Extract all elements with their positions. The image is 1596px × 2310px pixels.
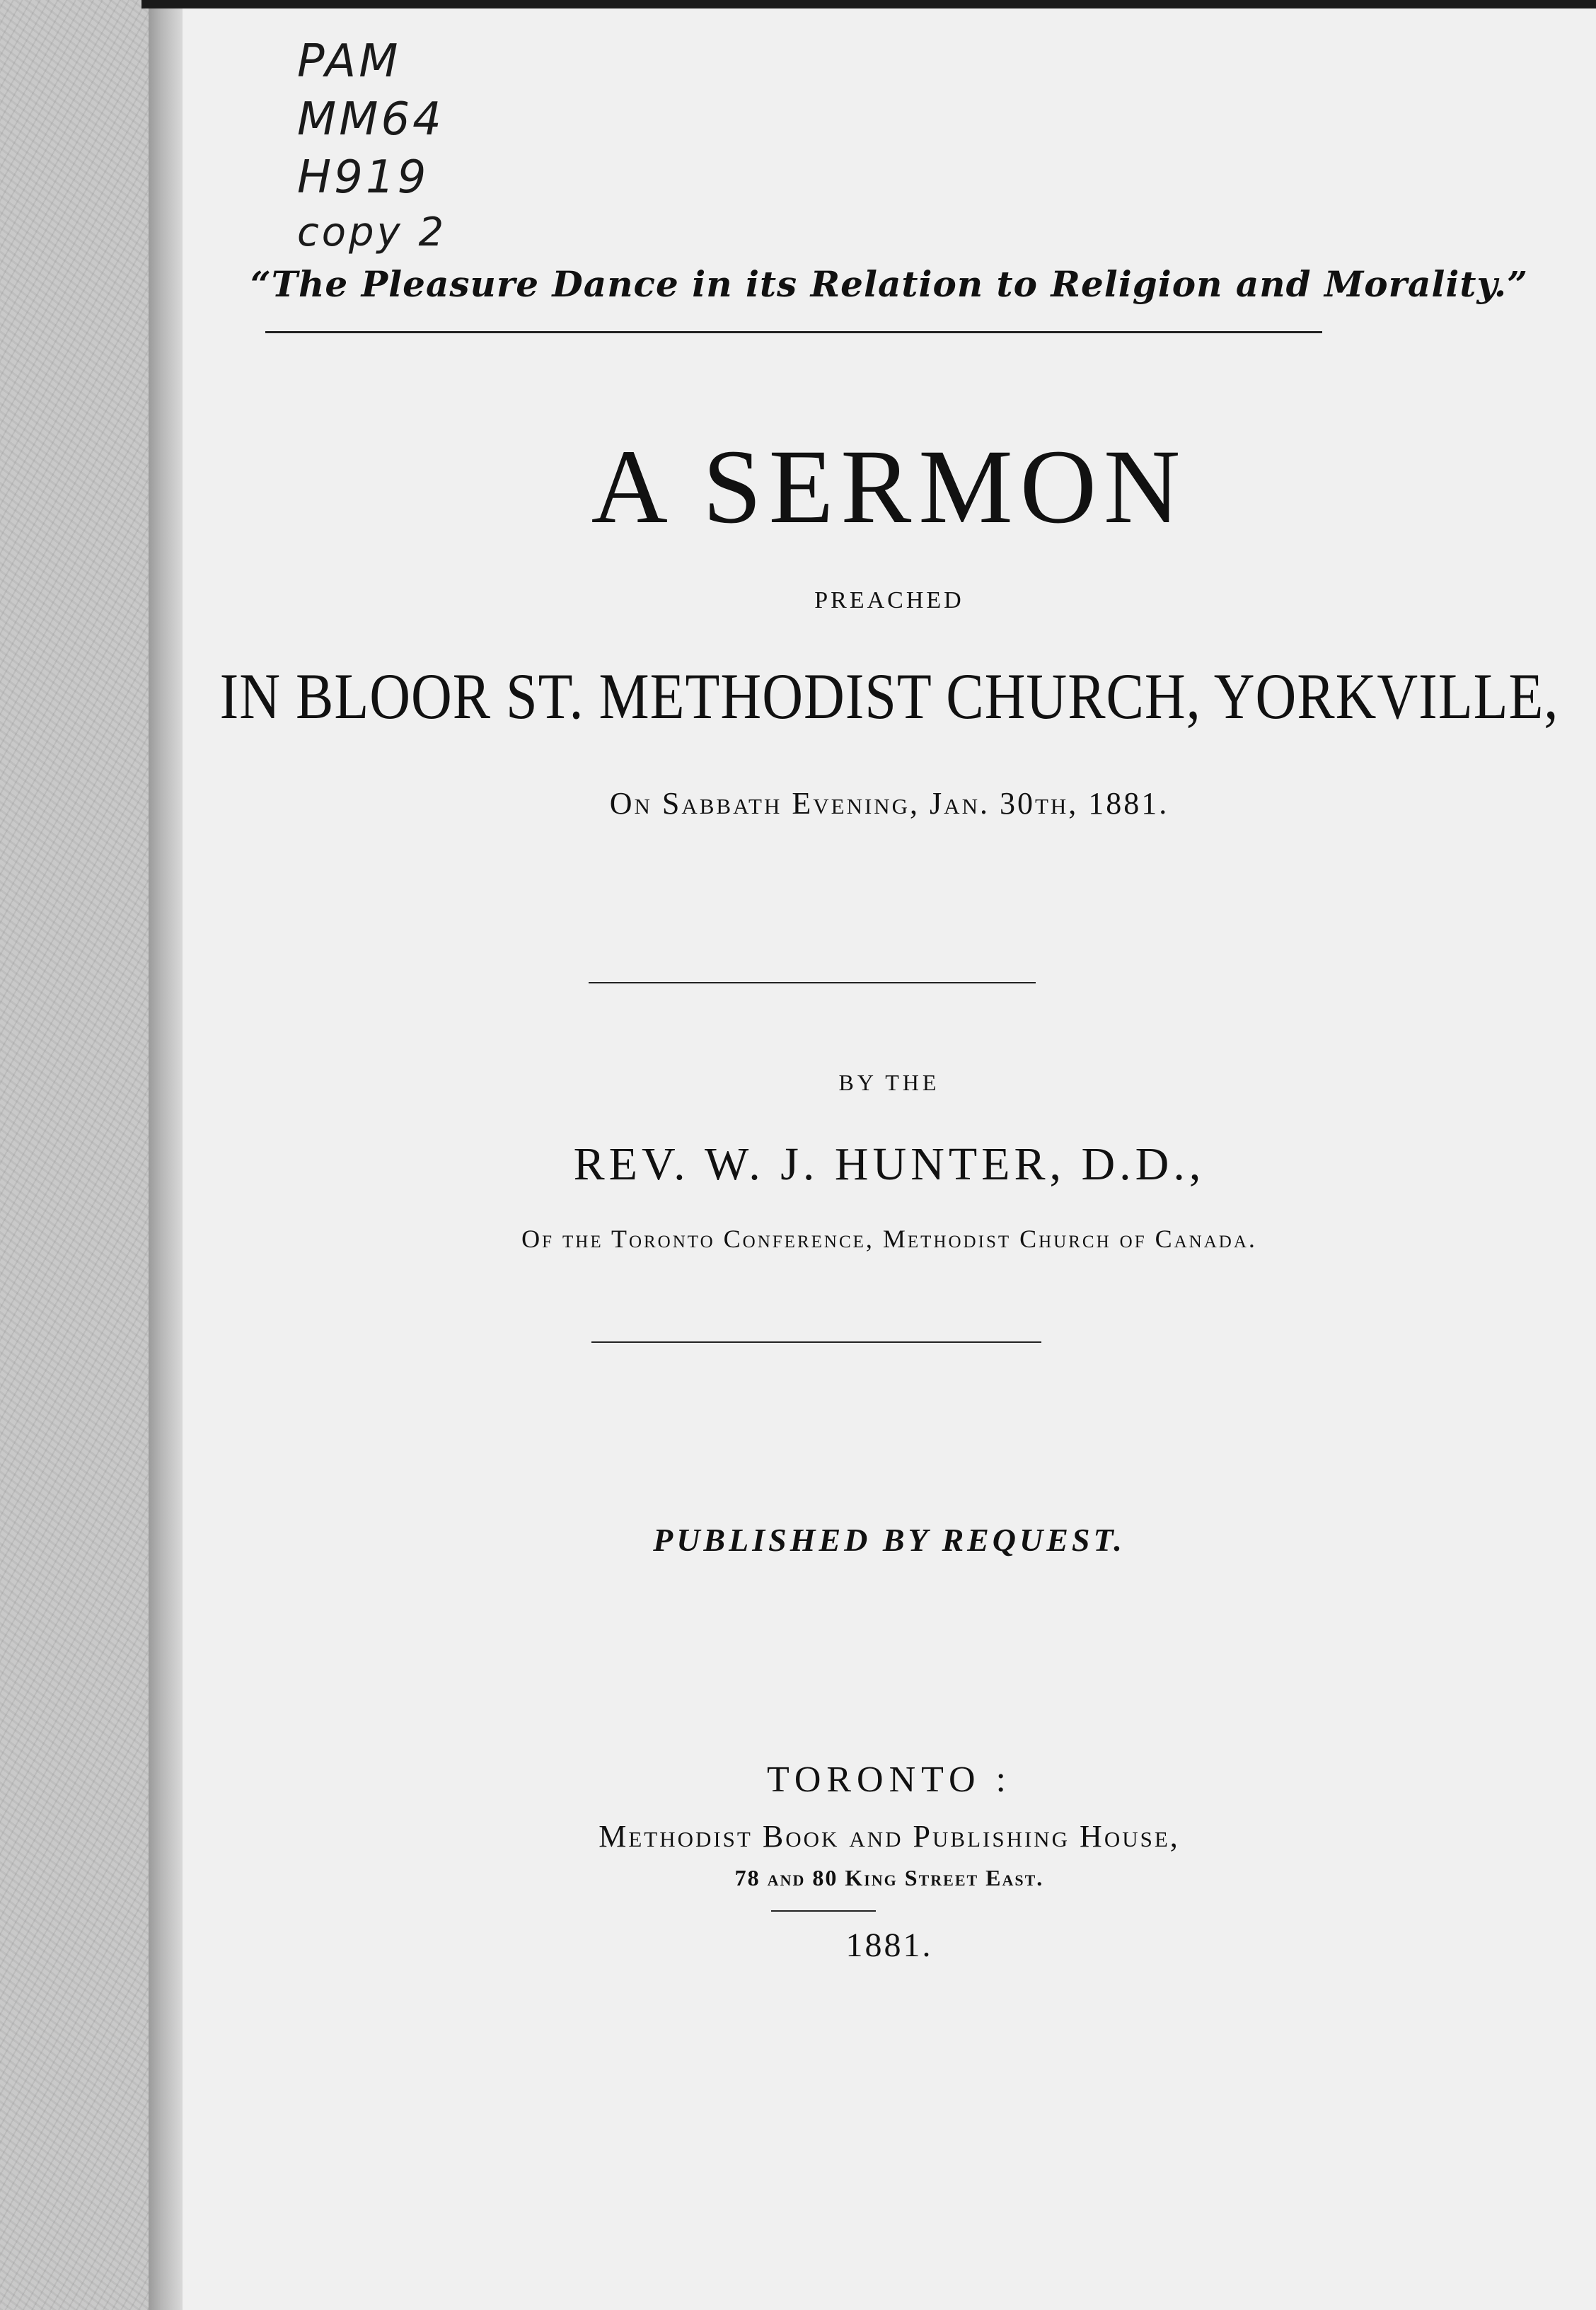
section-divider <box>589 982 1036 983</box>
published-note: PUBLISHED BY REQUEST. <box>653 1522 1126 1558</box>
handwritten-line: H919 <box>297 151 429 204</box>
year-rule <box>771 1910 876 1912</box>
handwritten-line: MM64 <box>297 93 444 146</box>
handwritten-call-number <box>297 35 552 276</box>
section-divider <box>591 1341 1041 1343</box>
publication-city: TORONTO : <box>767 1760 1012 1800</box>
publisher-address: 78 and 80 King Street East. <box>734 1865 1044 1890</box>
church-location: IN BLOOR ST. METHODIST CHURCH, YORKVILLE, <box>219 661 1559 733</box>
publisher-name: Methodist Book and Publishing House, <box>598 1819 1180 1854</box>
publication-year: 1881. <box>845 1927 933 1964</box>
handwritten-line: copy 2 <box>297 209 447 255</box>
subtitle-rule <box>265 331 1322 333</box>
sermon-subtitle: “The Pleasure Dance in its Relation to Religion and Morality.” <box>250 263 1528 305</box>
byline-label: BY THE <box>838 1070 940 1095</box>
author-name: REV. W. J. HUNTER, D.D., <box>573 1138 1205 1190</box>
book-spine <box>0 0 149 2310</box>
author-affiliation: Of the Toronto Conference, Methodist Church of Canada. <box>521 1225 1257 1253</box>
preached-label: PREACHED <box>814 587 964 613</box>
sermon-date: On Sabbath Evening, Jan. 30th, 1881. <box>609 786 1169 821</box>
handwritten-line: PAM <box>297 35 401 88</box>
scan-top-border <box>141 0 1596 8</box>
page-title: A SERMON <box>591 428 1188 545</box>
spine-edge-shadow <box>149 0 183 2310</box>
